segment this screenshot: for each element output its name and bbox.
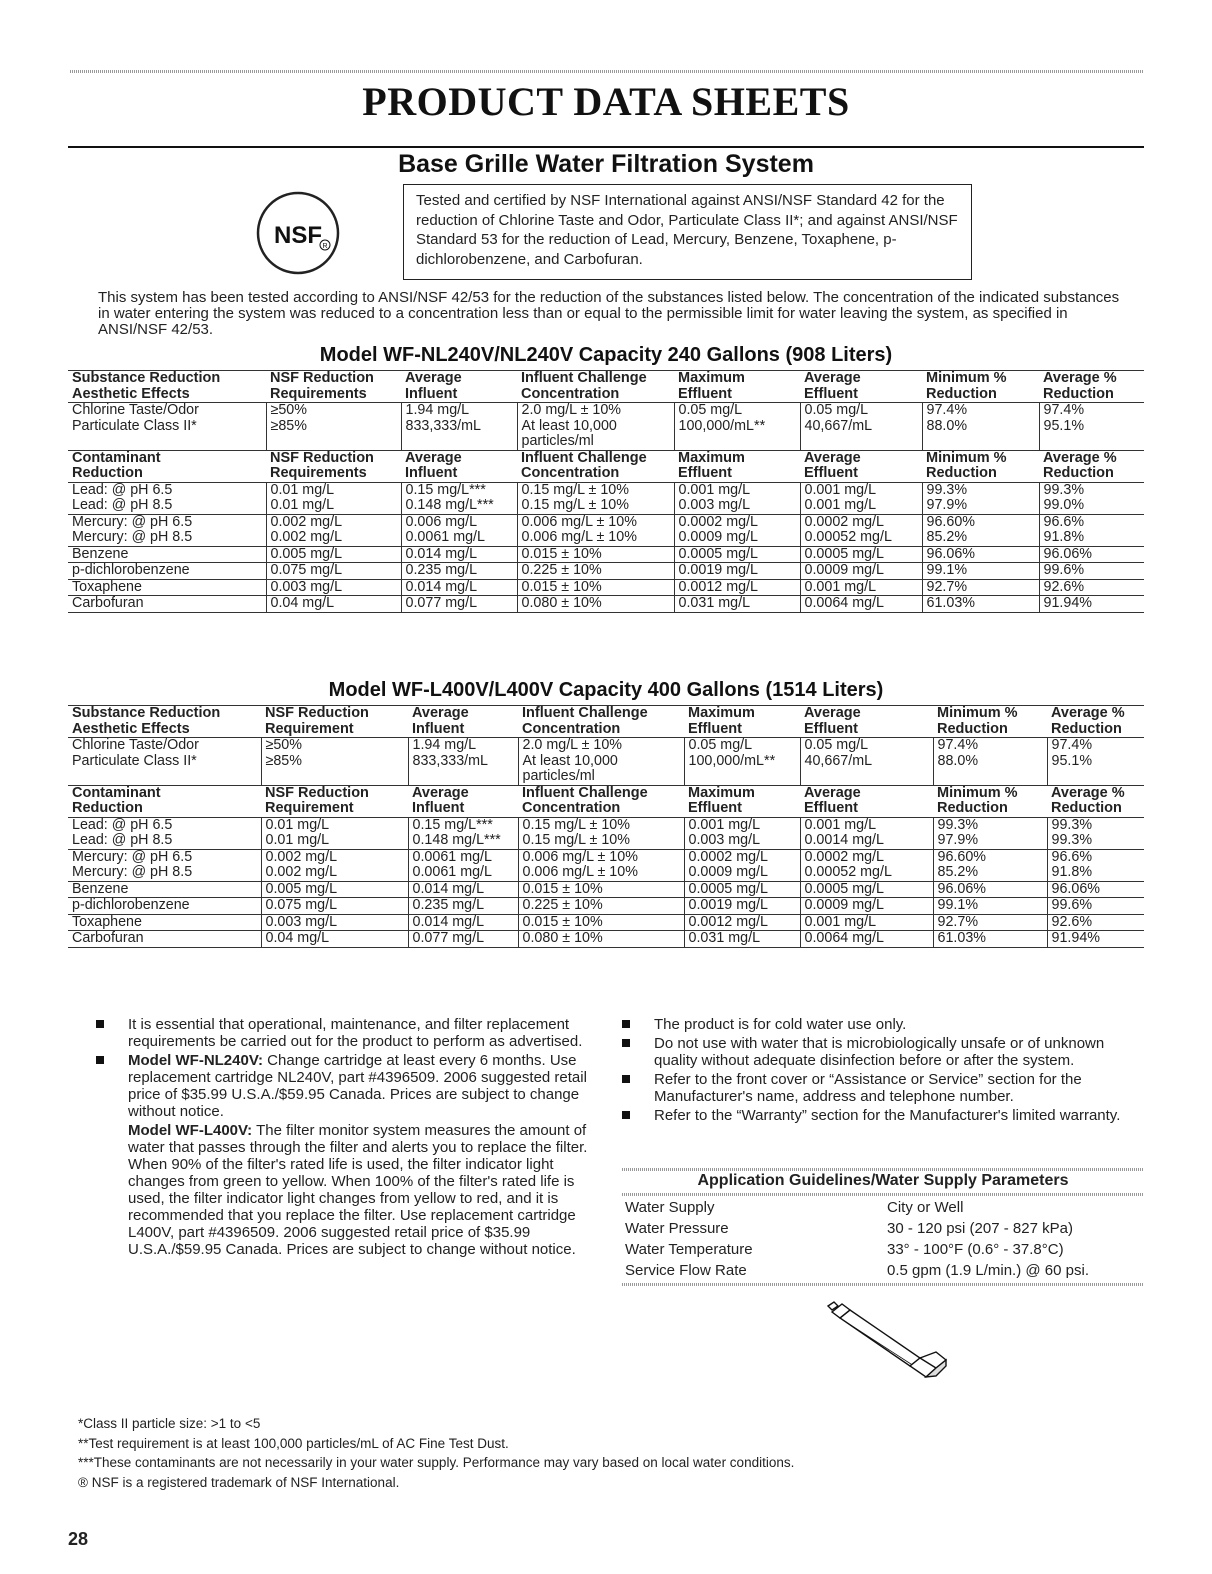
table-cell: ≥50% ≥85%: [261, 738, 408, 786]
table-cell: Average % Reduction: [1047, 785, 1144, 817]
table-cell: 0.015 ± 10%: [517, 579, 674, 596]
page-number: 28: [68, 1529, 89, 1549]
table-cell: NSF Reduction Requirement: [261, 785, 408, 817]
table-cell: Substance Reduction Aesthetic Effects: [68, 371, 266, 403]
table-cell: 0.05 mg/L 100,000/mL**: [674, 403, 800, 451]
table-cell: ≥50% ≥85%: [266, 403, 401, 451]
table-cell: Average Influent: [408, 706, 518, 738]
note-warranty: Refer to the “Warranty” section for the Manufacturer's limited warranty.: [622, 1107, 1142, 1124]
table-cell: 0.006 mg/L 0.0061 mg/L: [401, 514, 517, 546]
note-model-l400v: Model WF-L400V: The filter monitor system measures the amount of water that passes through the filter and alerts you to replace the filter. When 90% of the filter's rated life is used, the filter indicator light changes from green to yellow. When 100% of the filter's rated life is used, the filter indicator light changes from yellow to red, and it is recommended that you replace the filter. Use replacement cartridge L400V, part #4396509. 2006 suggested retail price of $35.99 U.S.A./$59.95 Canada. Prices are subject to change without notice.: [128, 1122, 588, 1258]
table-cell: 92.7%: [922, 579, 1039, 596]
table-cell: Average Influent: [401, 371, 517, 403]
table-cell: Contaminant Reduction: [68, 450, 266, 482]
table-cell: 0.014 mg/L: [408, 881, 518, 898]
bullet-square-icon: [622, 1039, 630, 1047]
table-cell: Minimum % Reduction: [933, 706, 1047, 738]
params-top-rule: [622, 1168, 1144, 1171]
model1-table: [68, 370, 1144, 613]
table-cell: 0.0005 mg/L: [684, 881, 800, 898]
table-cell: 0.003 mg/L: [261, 914, 408, 931]
table-cell: 0.031 mg/L: [674, 596, 800, 613]
table-cell: 0.0002 mg/L 0.00052 mg/L: [800, 514, 922, 546]
parameter-row: Water Pressure 30 - 120 psi (207 - 827 kPa): [625, 1220, 1073, 1237]
bullet-square-icon: [622, 1111, 630, 1119]
table-cell: 0.0005 mg/L: [674, 546, 800, 563]
table-cell: 0.01 mg/L 0.01 mg/L: [266, 482, 401, 514]
table-row: [68, 898, 1144, 915]
filter-cartridge-illustration: [820, 1300, 950, 1380]
table-cell: Benzene: [68, 881, 261, 898]
table-cell: NSF Reduction Requirement: [261, 706, 408, 738]
table-cell: Contaminant Reduction: [68, 785, 261, 817]
table-cell: NSF Reduction Requirements: [266, 450, 401, 482]
intro-paragraph: This system has been tested according to ANSI/NSF 42/53 for the reduction of the substances listed below. The concentration of the indicated substances in water entering the system was reduced to a concentration less than or equal to the permissible limit for water leaving the system, as specified in ANSI/NSF 42/53.: [98, 289, 1120, 338]
table-cell: 0.0002 mg/L 0.0009 mg/L: [684, 849, 800, 881]
model2-title: Model WF-L400V/L400V Capacity 400 Gallons (1514 Liters): [328, 679, 884, 701]
footnote-contaminants: ***These contaminants are not necessarily in your water supply. Performance may vary based on local water conditions.: [78, 1455, 795, 1470]
table-header-row: [68, 371, 1144, 403]
table-cell: 0.0002 mg/L 0.00052 mg/L: [800, 849, 933, 881]
table-cell: Maximum Effluent: [674, 450, 800, 482]
table-row: [68, 817, 1144, 849]
table-cell: 1.94 mg/L 833,333/mL: [408, 738, 518, 786]
table-cell: 0.001 mg/L 0.003 mg/L: [684, 817, 800, 849]
table-cell: 0.04 mg/L: [261, 931, 408, 948]
table-cell: 0.01 mg/L 0.01 mg/L: [261, 817, 408, 849]
footnote-test-requirement: **Test requirement is at least 100,000 particles/mL of AC Fine Test Dust.: [78, 1435, 509, 1451]
table-cell: 99.3% 99.0%: [1039, 482, 1144, 514]
table-cell: 99.6%: [1047, 898, 1144, 915]
model1-title: Model WF-NL240V/NL240V Capacity 240 Gallons (908 Liters): [319, 344, 893, 366]
footnote-trademark: ® NSF is a registered trademark of NSF International.: [78, 1474, 400, 1490]
table-cell: 0.006 mg/L ± 10% 0.006 mg/L ± 10%: [518, 849, 684, 881]
table-cell: 96.60% 85.2%: [922, 514, 1039, 546]
table-header-row: [68, 450, 1144, 482]
nsf-logo-text: NSF: [274, 222, 322, 249]
table-cell: Mercury: @ pH 6.5 Mercury: @ pH 8.5: [68, 849, 261, 881]
table-cell: 0.014 mg/L: [401, 546, 517, 563]
table-cell: 97.4% 95.1%: [1047, 738, 1144, 786]
bullet-square-icon: [96, 1056, 104, 1064]
table-cell: 96.06%: [933, 881, 1047, 898]
table-cell: 0.0061 mg/L 0.0061 mg/L: [408, 849, 518, 881]
table-cell: 0.002 mg/L 0.002 mg/L: [266, 514, 401, 546]
svg-text:R: R: [322, 243, 328, 250]
table-cell: Minimum % Reduction: [922, 371, 1039, 403]
table-cell: 97.4% 88.0%: [922, 403, 1039, 451]
parameters-table: [622, 1197, 1144, 1281]
table-cell: 0.015 ± 10%: [517, 546, 674, 563]
table-cell: Influent Challenge Concentration: [518, 785, 684, 817]
table-cell: 0.04 mg/L: [266, 596, 401, 613]
table-cell: 0.15 mg/L ± 10% 0.15 mg/L ± 10%: [518, 817, 684, 849]
table-cell: 97.4% 88.0%: [933, 738, 1047, 786]
table-cell: 0.005 mg/L: [261, 881, 408, 898]
table-cell: 0.235 mg/L: [408, 898, 518, 915]
table-row: [68, 579, 1144, 596]
table-row: [68, 849, 1144, 881]
page-subtitle: Base Grille Water Filtration System: [398, 150, 814, 178]
table-cell: 0.0009 mg/L: [800, 898, 933, 915]
note-unsafe-water: Do not use with water that is microbiologically unsafe or of unknown quality without adequate disinfection before or after the system.: [622, 1035, 1142, 1069]
table-cell: 96.60% 85.2%: [933, 849, 1047, 881]
footnote-class-ii: *Class II particle size: >1 to <5: [78, 1416, 261, 1431]
table-cell: 0.031 mg/L: [684, 931, 800, 948]
table-cell: 91.94%: [1047, 931, 1144, 948]
table-cell: 96.06%: [922, 546, 1039, 563]
table-cell: Chlorine Taste/Odor Particulate Class II*: [68, 738, 261, 786]
table-cell: 0.15 mg/L ± 10% 0.15 mg/L ± 10%: [517, 482, 674, 514]
table-cell: Average Influent: [401, 450, 517, 482]
right-notes: [622, 1016, 1142, 1126]
table-cell: 0.225 ± 10%: [518, 898, 684, 915]
table-row: [68, 881, 1144, 898]
table-cell: 0.003 mg/L: [266, 579, 401, 596]
table-cell: 0.0005 mg/L: [800, 546, 922, 563]
parameters-title: Application Guidelines/Water Supply Parameters: [697, 1172, 1069, 1189]
table-cell: Toxaphene: [68, 914, 261, 931]
table-header-row: [68, 785, 1144, 817]
footnotes: [78, 1414, 1078, 1492]
certification-box: Tested and certified by NSF International against ANSI/NSF Standard 42 for the reduction of Chlorine Taste and Odor, Particulate Class II*; and against ANSI/NSF Standard 53 for the reduction of Lead, Mercury, Benzene, Toxaphene, p-dichlorobenzene, and Carbofuran.: [403, 184, 972, 280]
table-cell: p-dichlorobenzene: [68, 898, 261, 915]
table-cell: 99.3% 97.9%: [922, 482, 1039, 514]
table-row: [68, 514, 1144, 546]
table-cell: Average % Reduction: [1039, 371, 1144, 403]
note-model-nl240v: Model WF-NL240V: Change cartridge at least every 6 months. Use replacement cartridge NL240V, part #4396509. 2006 suggested retail price of $35.99 U.S.A./$59.95 Canada. Prices are subject to change without notice.: [96, 1052, 590, 1120]
table-cell: Carbofuran: [68, 596, 266, 613]
table-cell: p-dichlorobenzene: [68, 563, 266, 580]
table-cell: 0.002 mg/L 0.002 mg/L: [261, 849, 408, 881]
table-cell: Minimum % Reduction: [933, 785, 1047, 817]
table-cell: 0.0019 mg/L: [674, 563, 800, 580]
table-row: [68, 738, 1144, 786]
table-cell: 2.0 mg/L ± 10% At least 10,000 particles/ml: [517, 403, 674, 451]
table-cell: 0.0012 mg/L: [684, 914, 800, 931]
table-cell: Average Influent: [408, 785, 518, 817]
table-cell: 0.15 mg/L*** 0.148 mg/L***: [408, 817, 518, 849]
table-cell: 99.3% 97.9%: [933, 817, 1047, 849]
table-cell: 0.014 mg/L: [401, 579, 517, 596]
table-cell: 61.03%: [933, 931, 1047, 948]
table-cell: 0.015 ± 10%: [518, 914, 684, 931]
table-cell: 0.014 mg/L: [408, 914, 518, 931]
table-cell: Maximum Effluent: [674, 371, 800, 403]
table-cell: Carbofuran: [68, 931, 261, 948]
bullet-square-icon: [96, 1020, 104, 1028]
left-notes: [96, 1016, 590, 1260]
table-cell: 0.05 mg/L 40,667/mL: [800, 403, 922, 451]
note-manufacturer: Refer to the front cover or “Assistance or Service” section for the Manufacturer's name, address and telephone number.: [622, 1071, 1142, 1105]
table-cell: Substance Reduction Aesthetic Effects: [68, 706, 261, 738]
table-cell: 0.05 mg/L 40,667/mL: [800, 738, 933, 786]
title-rule: [68, 146, 1144, 148]
table-cell: 1.94 mg/L 833,333/mL: [401, 403, 517, 451]
table-cell: 99.6%: [1039, 563, 1144, 580]
parameter-row: Service Flow Rate 0.5 gpm (1.9 L/min.) @ 60 psi.: [625, 1262, 1089, 1279]
table-cell: 0.15 mg/L*** 0.148 mg/L***: [401, 482, 517, 514]
table-cell: 96.06%: [1039, 546, 1144, 563]
note-cold-water: The product is for cold water use only.: [622, 1016, 1142, 1033]
table-row: [68, 546, 1144, 563]
table-cell: 96.06%: [1047, 881, 1144, 898]
table-cell: 0.0064 mg/L: [800, 596, 922, 613]
table-cell: 92.6%: [1047, 914, 1144, 931]
table-cell: 0.0009 mg/L: [800, 563, 922, 580]
nsf-logo: [255, 190, 341, 276]
table-cell: 99.1%: [933, 898, 1047, 915]
table-cell: Toxaphene: [68, 579, 266, 596]
table-cell: 97.4% 95.1%: [1039, 403, 1144, 451]
table-cell: Chlorine Taste/Odor Particulate Class II*: [68, 403, 266, 451]
params-bottom-rule: [622, 1283, 1144, 1286]
table-row: [68, 596, 1144, 613]
table-cell: Average % Reduction: [1047, 706, 1144, 738]
parameter-row: Water Supply City or Well: [625, 1199, 964, 1216]
table-cell: 0.075 mg/L: [261, 898, 408, 915]
table-row: [68, 563, 1144, 580]
parameter-row: Water Temperature 33° - 100°F (0.6° - 37.8°C): [625, 1241, 1064, 1258]
table-cell: Maximum Effluent: [684, 706, 800, 738]
table-cell: Average Effluent: [800, 450, 922, 482]
table-cell: 0.0002 mg/L 0.0009 mg/L: [674, 514, 800, 546]
table-cell: 0.225 ± 10%: [517, 563, 674, 580]
table-cell: 0.001 mg/L 0.0014 mg/L: [800, 817, 933, 849]
model2-table: [68, 705, 1144, 948]
table-cell: 0.080 ± 10%: [517, 596, 674, 613]
table-cell: Average Effluent: [800, 371, 922, 403]
table-cell: Average Effluent: [800, 785, 933, 817]
table-cell: 96.6% 91.8%: [1047, 849, 1144, 881]
table-cell: 0.001 mg/L: [800, 579, 922, 596]
note-maintenance: It is essential that operational, maintenance, and filter replacement requirements be carried out for the product to perform as advertised.: [96, 1016, 590, 1050]
table-cell: 0.006 mg/L ± 10% 0.006 mg/L ± 10%: [517, 514, 674, 546]
table-cell: Lead: @ pH 6.5 Lead: @ pH 8.5: [68, 482, 266, 514]
table-cell: 92.6%: [1039, 579, 1144, 596]
table-cell: Influent Challenge Concentration: [517, 450, 674, 482]
bullet-square-icon: [622, 1075, 630, 1083]
table-cell: 0.080 ± 10%: [518, 931, 684, 948]
table-cell: Lead: @ pH 6.5 Lead: @ pH 8.5: [68, 817, 261, 849]
table-cell: 91.94%: [1039, 596, 1144, 613]
table-cell: 2.0 mg/L ± 10% At least 10,000 particles/ml: [518, 738, 684, 786]
table-cell: NSF Reduction Requirements: [266, 371, 401, 403]
table-row: [68, 931, 1144, 948]
table-cell: Benzene: [68, 546, 266, 563]
bullet-square-icon: [622, 1020, 630, 1028]
table-row: [68, 403, 1144, 451]
table-cell: 0.077 mg/L: [408, 931, 518, 948]
table-cell: 0.05 mg/L 100,000/mL**: [684, 738, 800, 786]
table-cell: 0.015 ± 10%: [518, 881, 684, 898]
table-cell: Average % Reduction: [1039, 450, 1144, 482]
table-row: [68, 482, 1144, 514]
table-cell: 96.6% 91.8%: [1039, 514, 1144, 546]
table-cell: 0.075 mg/L: [266, 563, 401, 580]
table-cell: 0.005 mg/L: [266, 546, 401, 563]
table-cell: Minimum % Reduction: [922, 450, 1039, 482]
table-row: [68, 914, 1144, 931]
table-cell: 0.0005 mg/L: [800, 881, 933, 898]
table-cell: 0.001 mg/L 0.003 mg/L: [674, 482, 800, 514]
top-dotted-rule: [70, 70, 1144, 73]
table-cell: 0.001 mg/L: [800, 914, 933, 931]
table-cell: 0.0064 mg/L: [800, 931, 933, 948]
table-cell: 0.0019 mg/L: [684, 898, 800, 915]
table-cell: 0.235 mg/L: [401, 563, 517, 580]
table-cell: 99.3% 99.3%: [1047, 817, 1144, 849]
params-mid-rule: [622, 1193, 1144, 1196]
table-cell: Influent Challenge Concentration: [518, 706, 684, 738]
table-cell: Maximum Effluent: [684, 785, 800, 817]
table-cell: 92.7%: [933, 914, 1047, 931]
table-cell: 0.077 mg/L: [401, 596, 517, 613]
table-cell: 0.001 mg/L 0.001 mg/L: [800, 482, 922, 514]
table-cell: Influent Challenge Concentration: [517, 371, 674, 403]
table-cell: 99.1%: [922, 563, 1039, 580]
page-title: PRODUCT DATA SHEETS: [362, 79, 850, 124]
table-header-row: [68, 706, 1144, 738]
table-cell: Mercury: @ pH 6.5 Mercury: @ pH 8.5: [68, 514, 266, 546]
table-cell: 0.0012 mg/L: [674, 579, 800, 596]
table-cell: 61.03%: [922, 596, 1039, 613]
table-cell: Average Effluent: [800, 706, 933, 738]
